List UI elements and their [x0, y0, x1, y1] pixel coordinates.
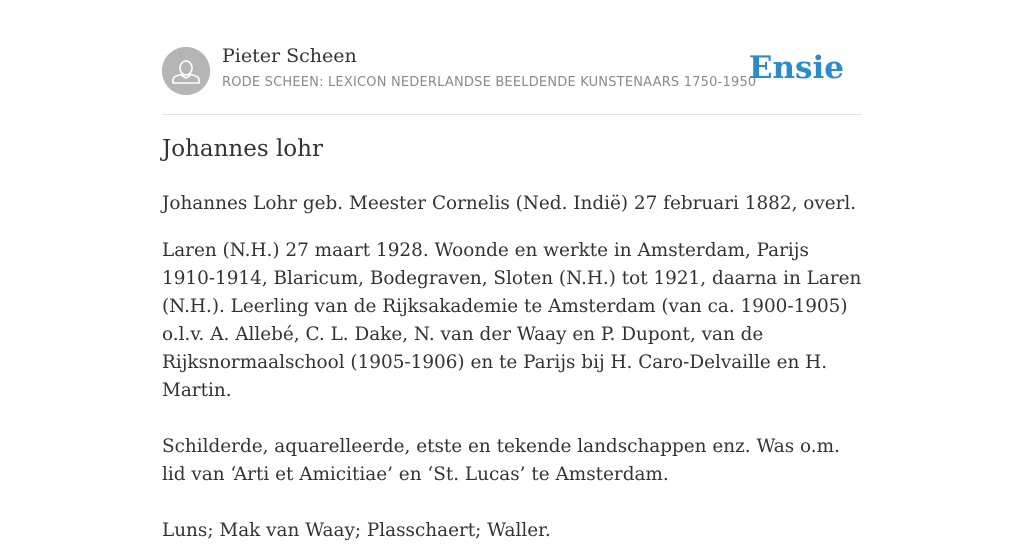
entry-title: Johannes lohr	[162, 136, 323, 162]
author-name[interactable]: Pieter Scheen	[222, 45, 357, 67]
entry-sources: Luns; Mak van Waay; Plasschaert; Waller.	[162, 520, 551, 541]
user-icon	[162, 47, 210, 95]
entry-body	[162, 190, 862, 545]
entry-paragraph: Johannes Lohr geb. Meester Cornelis (Ned. Indië) 27 februari 1882, overl.	[162, 193, 857, 214]
entry-paragraph: Schilderde, aquarelleerde, etste en tekende landschappen enz. Was o.m. lid van ‘Arti et Amicitiae’ en ‘St. Lucas’ te Amsterdam.	[162, 436, 840, 485]
brand-logo[interactable]: Ensie	[748, 50, 844, 86]
page-container	[162, 0, 862, 541]
author-avatar[interactable]	[162, 47, 210, 95]
source-title[interactable]: RODE SCHEEN: LEXICON NEDERLANDSE BEELDENDE KUNSTENAARS 1750-1950	[222, 75, 757, 90]
entry-header	[162, 0, 862, 115]
entry-paragraph: Laren (N.H.) 27 maart 1928. Woonde en werkte in Amsterdam, Parijs 1910-1914, Blaricum, Bodegraven, Sloten (N.H.) tot 1921, daarna in Laren (N.H.). Leerling van de Rijksakademie te Amsterdam (van ca. 1900-1905) o.l.v. A. Allebé, C. L. Dake, N. van der Waay en P. Dupont, van de Rijksnormaalschool (1905-1906) en te Parijs bij H. Caro-Delvaille en H. Martin.	[162, 240, 862, 401]
